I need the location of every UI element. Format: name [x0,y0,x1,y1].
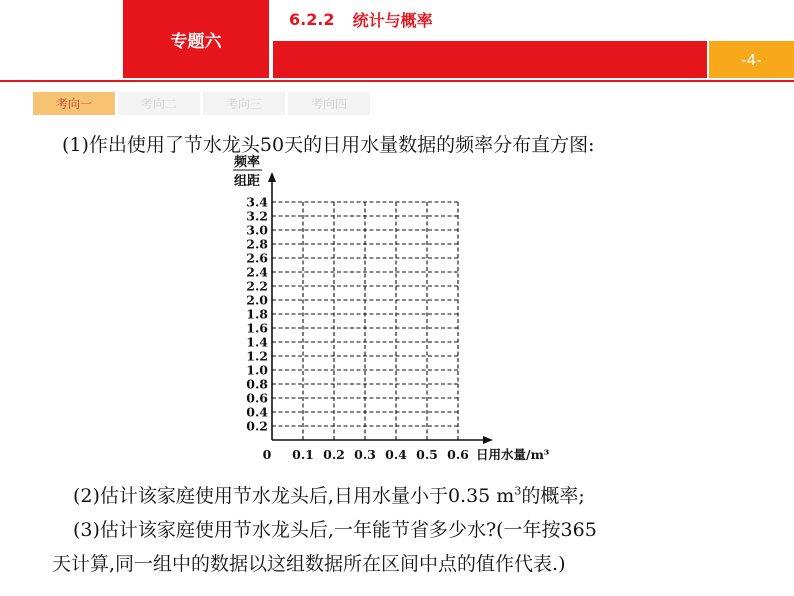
lesson-title: 统计与概率 [352,11,433,30]
tab-direction-2[interactable]: 考向二 [118,92,200,115]
section-label: 专题六 [123,0,269,78]
x-tick-label: 0.2 [323,447,345,462]
y-tick-label: 2.2 [246,278,268,294]
y-tick-label: 0.6 [246,390,268,406]
y-tick-label: 3.2 [246,208,268,224]
topic-tabs [33,92,370,115]
question-3-line-2: 天计算,同一组中的数据以这组数据所在区间中点的值作代表.) [52,553,566,575]
question-2-superscript: 3 [514,484,522,498]
y-tick-label: 1.4 [246,334,268,350]
lesson-title-bar [273,0,794,39]
y-tick-label: 2.0 [246,292,268,308]
x-tick-label: 0.3 [354,447,376,462]
y-tick-label: 0.2 [246,418,268,434]
page-number: -4- [709,41,794,78]
x-tick-label: 0.1 [292,447,314,462]
x-tick-label: 0.4 [385,447,407,462]
question-2 [73,481,585,508]
y-tick-label: 2.4 [246,264,268,280]
tab-direction-4[interactable]: 考向四 [288,92,370,115]
y-tick-label: 2.6 [246,250,268,266]
question-1: (1)作出使用了节水龙头50天的日用水量数据的频率分布直方图: [62,134,595,156]
lesson-number: 6.2.2 [289,10,335,29]
y-tick-label: 0.4 [246,404,268,420]
y-tick-labels [246,195,268,434]
y-axis-label-bottom: 组距 [234,174,261,189]
origin-label: 0 [262,447,272,462]
y-tick-label: 1.6 [246,320,268,336]
y-tick-label: 3.0 [246,222,268,238]
question-2-tail: 的概率; [521,485,585,507]
y-axis-arrow [268,172,276,182]
x-axis-arrow [483,436,493,444]
question-2-text: (2)估计该家庭使用节水龙头后,日用水量小于0.35 m [73,485,515,507]
histogram-chart [220,150,580,468]
tab-direction-1[interactable]: 考向一 [33,92,115,115]
header-accent-bar [273,41,707,78]
y-tick-label: 0.8 [246,376,268,392]
y-tick-label: 1.0 [246,362,268,378]
y-tick-label: 2.8 [246,236,268,252]
y-tick-label: 1.2 [246,348,268,364]
tab-direction-3[interactable]: 考向三 [203,92,285,115]
x-tick-label: 0.6 [447,447,469,462]
y-tick-label: 1.8 [246,306,268,322]
question-3-line-1: (3)估计该家庭使用节水龙头后,一年能节省多少水?(一年按365 [73,519,597,541]
y-tick-label: 3.4 [246,194,268,210]
header-divider [0,80,794,82]
x-axis-label: 日用水量/m³ [476,447,550,462]
y-axis-label-top: 频率 [234,155,261,170]
x-tick-labels [292,447,469,462]
x-tick-label: 0.5 [416,447,438,462]
vertical-grid [303,202,458,440]
